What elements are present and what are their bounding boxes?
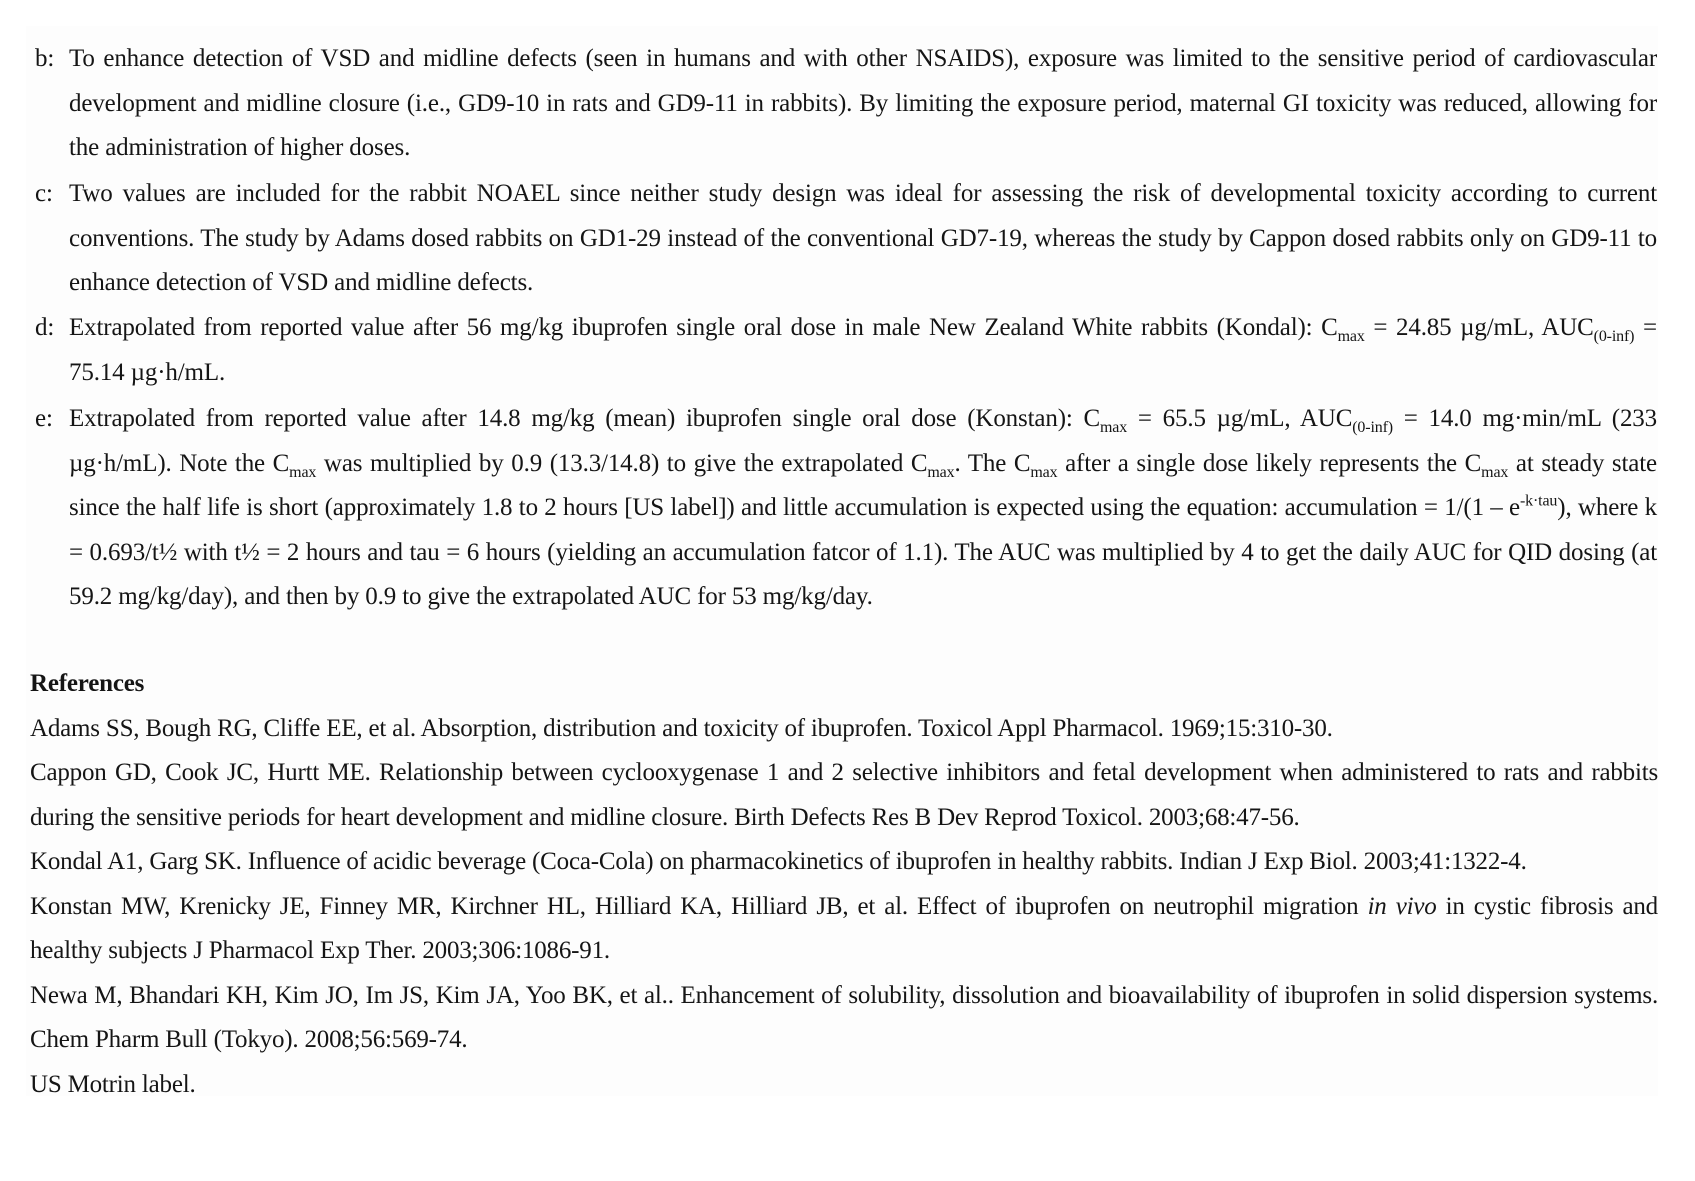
subscript-text: max	[289, 463, 317, 481]
references-heading: References	[30, 670, 145, 697]
reference-entry	[30, 840, 1658, 885]
text-run: . The C	[954, 449, 1031, 477]
subscript-text: max	[927, 463, 955, 481]
reference-entry	[30, 974, 1658, 1063]
text-run: = 75.14 µg·h/mL.	[69, 314, 1657, 386]
superscript-text: -k·tau	[1519, 492, 1558, 510]
footnote-label: e:	[35, 405, 53, 432]
reference-entry	[30, 885, 1658, 974]
text-run: Extrapolated from reported value after 14.8 mg/kg (mean) ibuprofen single oral dose (Konstan): C	[69, 405, 1100, 432]
footnote-e	[35, 397, 1657, 620]
text-run: Two values are included for the rabbit NOAEL since neither study design was ideal for assessing the risk of developmental toxicity according to current conventions. The study by Adams dosed rabbits on GD1-29 instead of the conventional GD7-19, whereas the study by Cappon dosed rabbits only on GD9-11 to enhance detection of VSD and midline defects.	[69, 180, 1657, 296]
footnote-label: c:	[35, 180, 53, 207]
footnote-d	[35, 306, 1657, 395]
text-run: at steady state since the half life is short (approximately 1.8 to 2 hours [US label]) and little accumulation is expected using the equation: accumulation = 1/(1 – e	[69, 449, 1657, 521]
subscript-text: max	[1100, 419, 1128, 436]
text-run: US Motrin label.	[30, 1070, 196, 1098]
text-run: Konstan MW, Krenicky JE, Finney MR, Kirchner HL, Hilliard KA, Hilliard JB, et al. Effect of ibuprofen on neutrophil migration	[30, 892, 1368, 920]
subscript-text: max	[1481, 463, 1509, 481]
footnote-c	[35, 172, 1657, 306]
text-run: was multiplied by 0.9 (13.3/14.8) to give the extrapolated C	[316, 449, 928, 477]
footnote-text	[35, 306, 1657, 395]
text-run: after a single dose likely represents the C	[1057, 449, 1482, 477]
text-run: Extrapolated from reported value after 56 mg/kg ibuprofen single oral dose in male New Zealand White rabbits (Kondal): C	[69, 314, 1338, 341]
italic-text: in vivo	[1367, 892, 1437, 920]
text-run: = 24.85 µg/mL, AUC	[1364, 314, 1594, 341]
text-run: Kondal A1, Garg SK. Influence of acidic beverage (Coca-Cola) on pharmacokinetics of ibuprofen in healthy rabbits. Indian J Exp Biol. 2003;41:1322-4.	[30, 848, 1527, 875]
text-run: = 14.0 mg·min/mL (233 µg·h/mL). Note the C	[69, 405, 1658, 477]
reference-entry	[30, 751, 1658, 840]
text-run: ), where k = 0.693/t½ with t½ = 2 hours and tau = 6 hours (yielding an accumulation fatcor of 1.1). The AUC was multiplied by 4 to get the daily AUC for QID dosing (at 59.2 mg/kg/day), and then by 0.9 to give the extrapolated AUC for 53 mg/kg/day.	[69, 494, 1657, 610]
subscript-text: (0-inf)	[1593, 328, 1635, 345]
subscript-text: max	[1030, 463, 1058, 481]
footnote-text	[35, 172, 1657, 306]
footnote-label: d:	[35, 314, 55, 341]
text-run: Cappon GD, Cook JC, Hurtt ME. Relationship between cyclooxygenase 1 and 2 selective inhibitors and fetal development when administered to rats and rabbits during the sensitive periods for heart development and midline closure. Birth Defects Res B Dev Reprod Toxicol. 2003;68:47-56.	[30, 759, 1658, 831]
footnote-b	[35, 37, 1657, 171]
references-section	[30, 662, 1658, 1107]
subscript-text: max	[1337, 328, 1365, 345]
text-run: To enhance detection of VSD and midline defects (seen in humans and with other NSAIDS), exposure was limited to the sensitive period of cardiovascular development and midline closure (i.e., GD9-10 in rats and GD9-11 in rabbits). By limiting the exposure period, maternal GI toxicity was reduced, allowing for the administration of higher doses.	[69, 45, 1657, 161]
footnote-label: b:	[35, 45, 55, 72]
text-run: = 65.5 µg/mL, AUC	[1127, 405, 1353, 432]
text-run: Newa M, Bhandari KH, Kim JO, Im JS, Kim JA, Yoo BK, et al.. Enhancement of solubility, dissolution and bioavailability of ibuprofen in solid dispersion systems. Chem Pharm Bull (Tokyo). 2008;56:569-74.	[30, 981, 1658, 1053]
reference-entry	[30, 1063, 1658, 1108]
text-run: in cystic fibrosis and healthy subjects J Pharmacol Exp Ther. 2003;306:1086-91.	[30, 892, 1658, 964]
footnote-text	[35, 37, 1657, 171]
reference-entry	[30, 707, 1658, 752]
footnote-text	[35, 397, 1657, 620]
text-run: Adams SS, Bough RG, Cliffe EE, et al. Absorption, distribution and toxicity of ibuprofen. Toxicol Appl Pharmacol. 1969;15:310-30.	[30, 714, 1333, 742]
subscript-text: (0-inf)	[1352, 419, 1393, 436]
